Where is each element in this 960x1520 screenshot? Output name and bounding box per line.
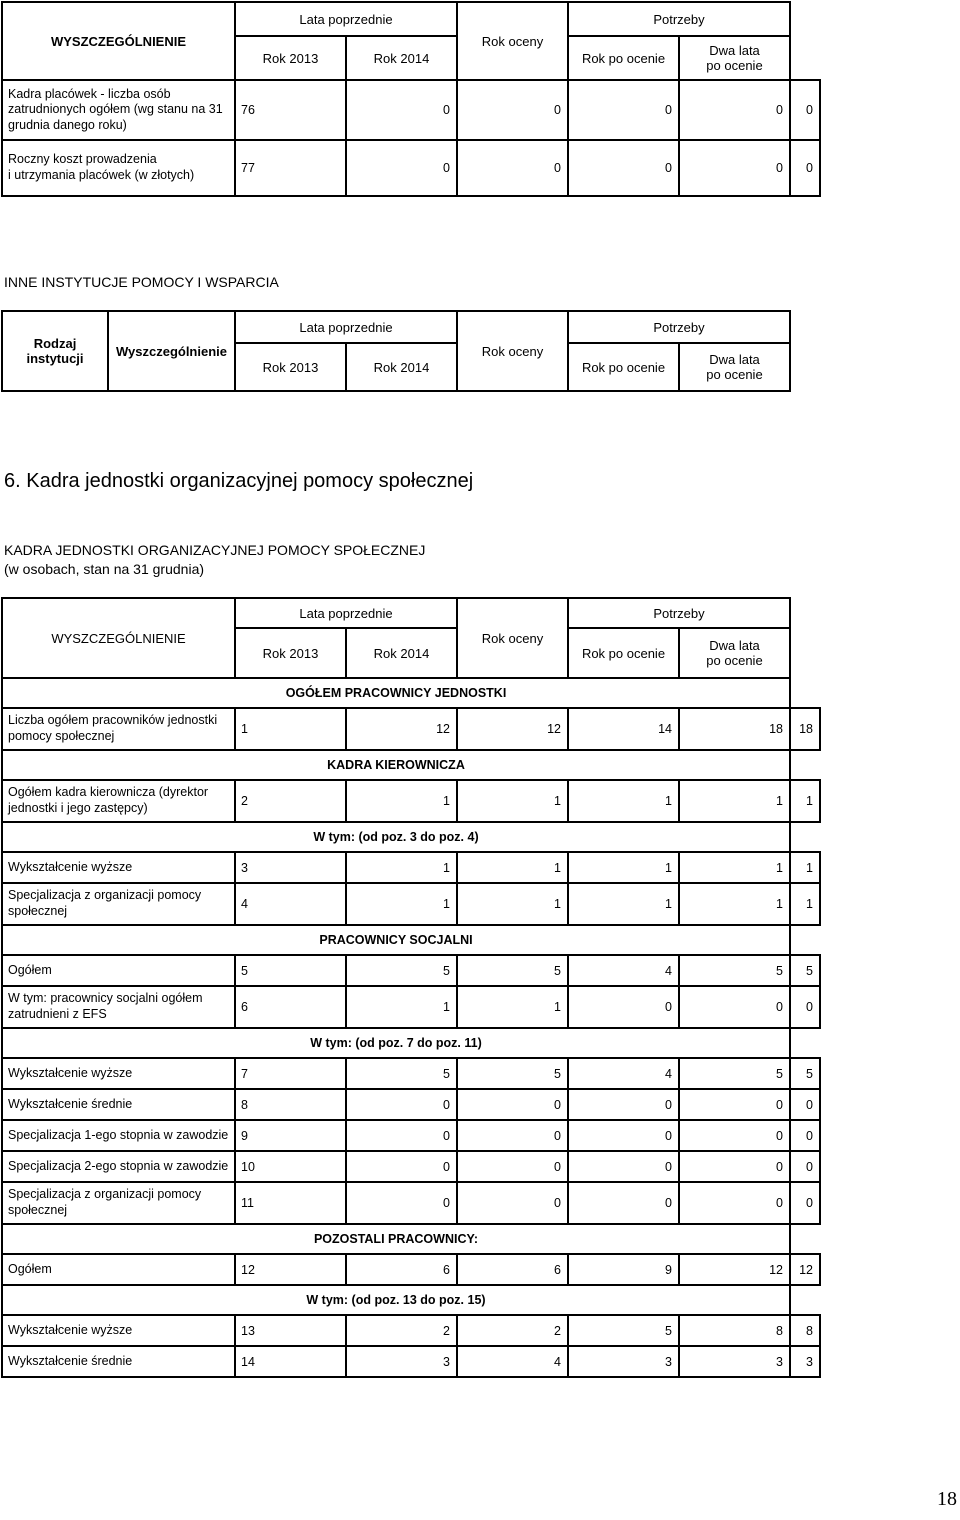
value-cell: 0 (457, 1089, 568, 1120)
table-row (2, 1315, 820, 1346)
row-label-line: pomocy społecznej (8, 729, 115, 743)
section-row (2, 1224, 820, 1254)
value-cell: 0 (568, 986, 679, 1028)
row-label-line: Wykształcenie wyższe (8, 1065, 133, 1080)
row-label-line: Wykształcenie średnie (8, 1353, 133, 1368)
header-wyszczegolnienie: WYSZCZEGÓLNIENIE (2, 598, 235, 678)
value-cell: 1 (346, 852, 457, 883)
row-number: 4 (235, 883, 346, 925)
value-cell: 12 (457, 708, 568, 750)
header-potrzeby: Potrzeby (568, 2, 790, 36)
value-cell: 5 (679, 1058, 790, 1089)
kadra-table (1, 597, 821, 1378)
row-number: 6 (235, 986, 346, 1028)
section-6-title: 6. Kadra jednostki organizacyjnej pomocy społecznej (4, 470, 474, 492)
header-rok-po-ocenie: Rok po ocenie (568, 36, 679, 80)
value-cell: 2 (346, 1315, 457, 1346)
header-lata-poprzednie: Lata poprzednie (235, 598, 457, 628)
table-row (2, 1346, 820, 1377)
header-dwa-lata: Dwa lata po ocenie (679, 628, 790, 678)
header-rok-2014: Rok 2014 (346, 36, 457, 80)
header-rodzaj-instytucji: Rodzaj instytucji (2, 311, 108, 391)
row-label-line: Kadra placówek - liczba osób (8, 86, 171, 101)
row-label-line: Wykształcenie wyższe (8, 859, 133, 874)
row-number: 8 (235, 1089, 346, 1120)
section-row (2, 925, 820, 955)
header-lata-poprzednie: Lata poprzednie (235, 2, 457, 36)
header-rok-po-ocenie: Rok po ocenie (568, 628, 679, 678)
section-row (2, 678, 820, 708)
value-cell: 0 (679, 1089, 790, 1120)
row-label (2, 852, 235, 883)
value-cell: 8 (679, 1315, 790, 1346)
value-cell: 1 (790, 883, 820, 925)
header-rok-2013: Rok 2013 (235, 628, 346, 678)
row-label (2, 708, 235, 750)
table-row (2, 955, 820, 986)
value-cell: 1 (346, 883, 457, 925)
value-cell: 1 (679, 852, 790, 883)
value-cell: 5 (346, 1058, 457, 1089)
value-cell: 1 (457, 852, 568, 883)
row-label (2, 955, 235, 986)
row-label (2, 1120, 235, 1151)
row-label (2, 1346, 235, 1377)
value-cell: 0 (679, 80, 790, 140)
row-number: 77 (235, 140, 346, 196)
value-cell: 0 (679, 1151, 790, 1182)
header-rok-2014: Rok 2014 (346, 343, 457, 391)
value-cell: 0 (568, 1151, 679, 1182)
row-label-line: i utrzymania placówek (w złotych) (8, 168, 195, 182)
table-row (2, 1151, 820, 1182)
row-label (2, 1089, 235, 1120)
row-label (2, 986, 235, 1028)
value-cell: 4 (568, 1058, 679, 1089)
section-title: POZOSTALI PRACOWNICY: (2, 1224, 790, 1254)
row-label-line: Specjalizacja z organizacji pomocy (8, 1187, 202, 1202)
value-cell: 18 (790, 708, 820, 750)
table-row (2, 883, 820, 925)
table-row (2, 80, 820, 140)
value-cell: 6 (346, 1254, 457, 1285)
header-rok-2013: Rok 2013 (235, 36, 346, 80)
value-cell: 5 (346, 955, 457, 986)
table-row (2, 780, 820, 822)
value-cell: 0 (568, 1089, 679, 1120)
value-cell: 1 (457, 986, 568, 1028)
value-cell: 0 (346, 1089, 457, 1120)
header-dwa-lata: Dwa lata po ocenie (679, 343, 790, 391)
value-cell: 0 (457, 1120, 568, 1151)
value-cell: 9 (568, 1254, 679, 1285)
row-label-line: Specjalizacja z organizacji pomocy (8, 888, 202, 903)
value-cell: 1 (568, 852, 679, 883)
row-label (2, 1315, 235, 1346)
inne-instytucje-title: INNE INSTYTUCJE POMOCY I WSPARCIA (4, 274, 279, 290)
header-lata-poprzednie: Lata poprzednie (235, 311, 457, 343)
header-rok-oceny: Rok oceny (457, 311, 568, 391)
table-row (2, 1058, 820, 1089)
row-label-line: Ogółem (8, 1261, 52, 1276)
header-rok-oceny: Rok oceny (457, 598, 568, 678)
section-row (2, 822, 820, 852)
placowki-table (1, 1, 821, 197)
row-number: 3 (235, 852, 346, 883)
value-cell: 0 (790, 1182, 820, 1224)
value-cell: 0 (568, 1120, 679, 1151)
value-cell: 1 (346, 986, 457, 1028)
section-title: W tym: (od poz. 7 do poz. 11) (2, 1028, 790, 1058)
value-cell: 0 (679, 1182, 790, 1224)
header-wyszczegolnienie: WYSZCZEGÓLNIENIE (2, 2, 235, 80)
section-row (2, 1285, 820, 1315)
value-cell: 1 (457, 883, 568, 925)
value-cell: 5 (790, 1058, 820, 1089)
table-row (2, 1182, 820, 1224)
row-label-line: W tym: pracownicy socjalni ogółem (8, 991, 203, 1006)
row-label (2, 1182, 235, 1224)
value-cell: 0 (790, 1089, 820, 1120)
row-label-line: Wykształcenie wyższe (8, 1322, 133, 1337)
row-number: 10 (235, 1151, 346, 1182)
table-row (2, 1120, 820, 1151)
row-number: 14 (235, 1346, 346, 1377)
value-cell: 0 (679, 1120, 790, 1151)
value-cell: 5 (457, 1058, 568, 1089)
table-row (2, 1089, 820, 1120)
section-title: KADRA KIEROWNICZA (2, 750, 790, 780)
section-title: W tym: (od poz. 13 do poz. 15) (2, 1285, 790, 1315)
kadra-title-line2: (w osobach, stan na 31 grudnia) (4, 561, 205, 577)
value-cell: 0 (568, 80, 679, 140)
row-label (2, 780, 235, 822)
header-rok-po-ocenie: Rok po ocenie (568, 343, 679, 391)
value-cell: 0 (679, 140, 790, 196)
row-label-line: jednostki i jego zastępcy) (8, 801, 148, 815)
value-cell: 1 (679, 883, 790, 925)
value-cell: 1 (457, 780, 568, 822)
value-cell: 3 (568, 1346, 679, 1377)
value-cell: 0 (457, 1182, 568, 1224)
section-title: W tym: (od poz. 3 do poz. 4) (2, 822, 790, 852)
table-row (2, 1254, 820, 1285)
value-cell: 0 (568, 140, 679, 196)
header-rok-2014: Rok 2014 (346, 628, 457, 678)
value-cell: 5 (679, 955, 790, 986)
row-label-line: zatrudnionych ogółem (wg stanu na 31 (8, 102, 223, 117)
row-label (2, 140, 235, 196)
header-rok-oceny: Rok oceny (457, 2, 568, 80)
value-cell: 0 (346, 1120, 457, 1151)
row-number: 1 (235, 708, 346, 750)
value-cell: 0 (790, 986, 820, 1028)
table-row (2, 140, 820, 196)
value-cell: 0 (346, 1151, 457, 1182)
row-number: 2 (235, 780, 346, 822)
value-cell: 0 (790, 140, 820, 196)
value-cell: 3 (679, 1346, 790, 1377)
page-number: 18 (937, 1488, 957, 1510)
value-cell: 14 (568, 708, 679, 750)
row-label-line: Ogółem (8, 962, 52, 977)
value-cell: 0 (346, 1182, 457, 1224)
value-cell: 0 (457, 1151, 568, 1182)
inne-instytucje-table (1, 310, 791, 392)
row-number: 76 (235, 80, 346, 140)
value-cell: 0 (679, 986, 790, 1028)
value-cell: 12 (679, 1254, 790, 1285)
row-label-line: Ogółem kadra kierownicza (dyrektor (8, 785, 209, 800)
row-label (2, 1254, 235, 1285)
row-label-line: grudnia danego roku) (8, 117, 127, 132)
value-cell: 5 (568, 1315, 679, 1346)
row-label (2, 80, 235, 140)
value-cell: 12 (790, 1254, 820, 1285)
table-row (2, 986, 820, 1028)
value-cell: 5 (790, 955, 820, 986)
row-label-line: Specjalizacja 2-ego stopnia w zawodzie (8, 1158, 229, 1173)
value-cell: 0 (346, 80, 457, 140)
row-label-line: zatrudnieni z EFS (8, 1007, 107, 1021)
row-label-line: społecznej (8, 1203, 68, 1217)
table-row (2, 708, 820, 750)
value-cell: 1 (568, 780, 679, 822)
row-number: 12 (235, 1254, 346, 1285)
row-label (2, 883, 235, 925)
row-label-line: społecznej (8, 904, 68, 918)
section-title: OGÓŁEM PRACOWNICY JEDNOSTKI (2, 678, 790, 708)
value-cell: 3 (346, 1346, 457, 1377)
header-dwa-lata: Dwa lata po ocenie (679, 36, 790, 80)
value-cell: 0 (790, 1120, 820, 1151)
value-cell: 1 (346, 780, 457, 822)
value-cell: 8 (790, 1315, 820, 1346)
section-title: PRACOWNICY SOCJALNI (2, 925, 790, 955)
value-cell: 0 (790, 80, 820, 140)
value-cell: 1 (679, 780, 790, 822)
header-rok-2013: Rok 2013 (235, 343, 346, 391)
row-label-line: Specjalizacja 1-ego stopnia w zawodzie (8, 1127, 229, 1142)
row-number: 9 (235, 1120, 346, 1151)
value-cell: 5 (457, 955, 568, 986)
value-cell: 0 (457, 140, 568, 196)
row-label-line: Wykształcenie średnie (8, 1096, 133, 1111)
header-potrzeby: Potrzeby (568, 598, 790, 628)
kadra-title (4, 541, 425, 579)
kadra-title-line1: KADRA JEDNOSTKI ORGANIZACYJNEJ POMOCY SPOŁECZNEJ (4, 542, 426, 558)
row-label-line: Liczba ogółem pracowników jednostki (8, 713, 218, 728)
row-number: 13 (235, 1315, 346, 1346)
value-cell: 0 (790, 1151, 820, 1182)
section-row (2, 750, 820, 780)
row-number: 11 (235, 1182, 346, 1224)
row-number: 5 (235, 955, 346, 986)
value-cell: 4 (568, 955, 679, 986)
header-potrzeby: Potrzeby (568, 311, 790, 343)
value-cell: 1 (568, 883, 679, 925)
value-cell: 4 (457, 1346, 568, 1377)
value-cell: 2 (457, 1315, 568, 1346)
value-cell: 0 (568, 1182, 679, 1224)
value-cell: 12 (346, 708, 457, 750)
value-cell: 3 (790, 1346, 820, 1377)
row-label (2, 1058, 235, 1089)
row-label-line: Roczny koszt prowadzenia (8, 152, 157, 167)
value-cell: 6 (457, 1254, 568, 1285)
row-label (2, 1151, 235, 1182)
value-cell: 0 (346, 140, 457, 196)
value-cell: 1 (790, 780, 820, 822)
value-cell: 1 (790, 852, 820, 883)
table-row (2, 852, 820, 883)
value-cell: 0 (457, 80, 568, 140)
section-row (2, 1028, 820, 1058)
row-number: 7 (235, 1058, 346, 1089)
value-cell: 18 (679, 708, 790, 750)
header-wyszczegolnienie: Wyszczególnienie (108, 311, 235, 391)
